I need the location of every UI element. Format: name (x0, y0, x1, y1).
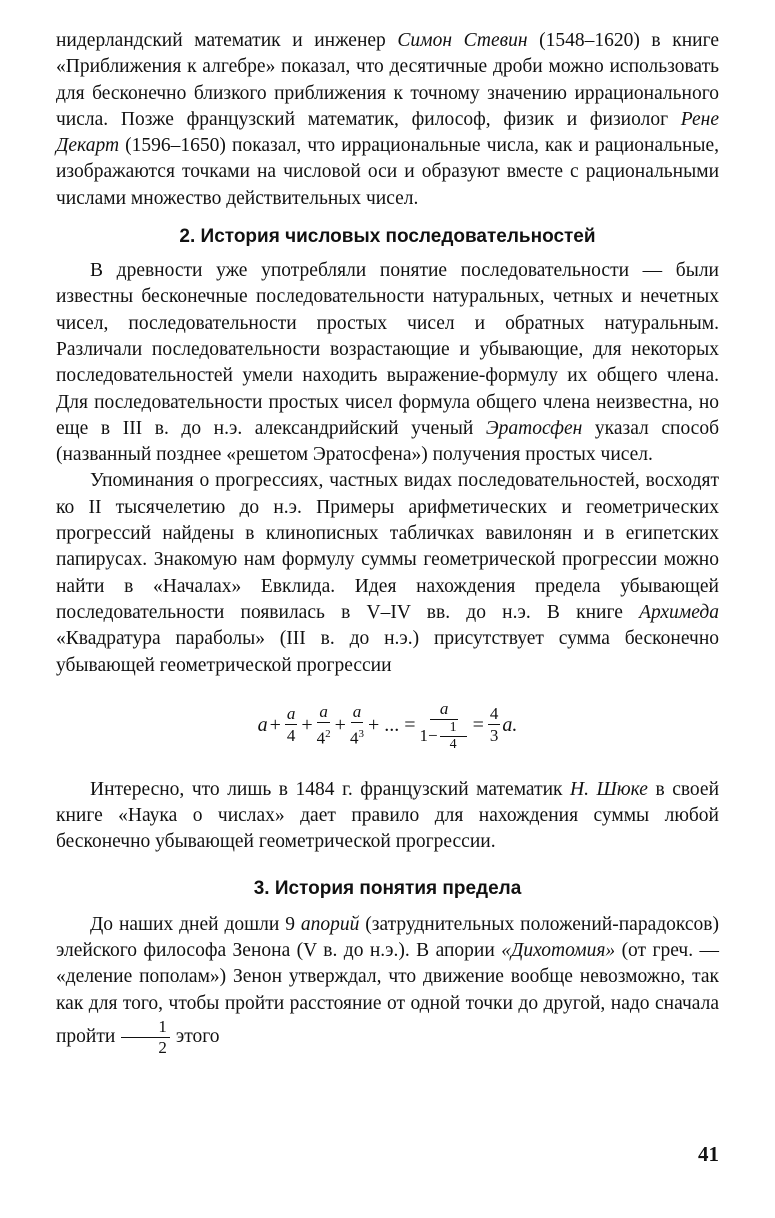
fraction-numerator: a (286, 704, 296, 724)
text: «Квадратура параболы» (III в. до н.э.) присутствует сумма бесконечно убывающей геометрической прогрессии (56, 628, 719, 676)
base: 4 (349, 728, 359, 748)
text: (1548–1620) в книге «Приближения к алгебре» показал, что десятичные дроби можно использовать для бесконечно близкого приближения к точному значению иррационального числа. Позже французский математик, философ, физик и физиолог (56, 30, 719, 130)
text: этого (175, 1025, 220, 1047)
name-chuquet: Н. Шюке (570, 778, 648, 800)
page-number: 41 (698, 1142, 719, 1166)
fraction-denominator: 4 (449, 736, 457, 752)
fraction-denominator (317, 723, 331, 750)
exponent: 2 (325, 728, 331, 740)
fraction-numerator: a (319, 702, 328, 721)
exponent: 3 (358, 728, 364, 740)
formula-equals: = (472, 714, 484, 737)
formula-ellipsis-equals: + ... = (367, 714, 416, 737)
formula-fraction (285, 704, 298, 747)
formula-result-fraction (488, 704, 501, 747)
one-minus: 1− (419, 726, 438, 746)
fraction-denominator: 4 (286, 726, 296, 746)
formula-term-a: a (257, 714, 268, 737)
name-eratosthenes: Эратосфен (485, 417, 583, 439)
base: 4 (316, 728, 326, 748)
fraction-denominator (350, 723, 364, 750)
fraction-denominator: 2 (158, 1037, 167, 1057)
formula-plus: + (301, 714, 313, 737)
formula-plus: + (269, 714, 281, 737)
formula-term-a-end: a. (502, 714, 518, 737)
text: (от греч. — «деление пополам») Зенон утверждал, что движение вообще невозможно, так как для того, чтобы пройти расстояние от одной точки до другой, надо сначала пройти (56, 940, 719, 1047)
one-minus-quarter (420, 720, 469, 753)
half-fraction (121, 1017, 170, 1058)
text: (1596–1650) показал, что иррациональные числа, как и рациональные, изображаются точками на числовой оси и образуют вместе с рациональными числами множество действительных чисел. (56, 135, 719, 209)
paragraph-chuquet (56, 777, 719, 856)
geometric-series-formula (56, 683, 719, 769)
fraction-denominator (420, 720, 469, 753)
term-aporia: апорий (300, 913, 360, 935)
paragraph-stevin-descartes (56, 28, 719, 212)
text: В древности уже употребляли понятие последовательности — были известны бесконечные последовательности натуральных, четных и нечетных чисел, последовательности простых чисел и обратных натуральным. Различали последовательности возрастающие и убывающие, для некоторых последовательностей умели находить выражение-формулу их общего члена. Для последовательности простых чисел формула общего члена неизвестна, но еще в III в. до н.э. александрийский ученый (56, 260, 719, 439)
section-heading-3: 3. История понятия предела (253, 877, 522, 899)
paragraph-sequences (56, 258, 719, 468)
fraction-denominator: 3 (489, 726, 499, 746)
term-dichotomy: «Дихотомия» (501, 940, 616, 962)
paragraph-progressions (56, 468, 719, 678)
formula-fraction (317, 702, 331, 750)
fraction-numerator: 4 (489, 704, 499, 724)
name-archimedes: Архимеда (639, 601, 719, 623)
name-descartes: Рене Декарт (56, 108, 719, 157)
text: в своей книге «Наука о числах» дает правило для нахождения суммы любой бесконечно убывающей геометрической прогрессии. (56, 778, 720, 853)
name-stevin: Симон Стевин (397, 30, 528, 51)
formula-sum-fraction (420, 699, 469, 753)
fraction-numerator: a (430, 699, 459, 720)
text: Упоминания о прогрессиях, частных видах последовательностей, восходят ко II тысячелетию до н.э. Примеры арифметических и геометрических прогрессий найдены в клинописных табличках вавилонян и в египетских папирусах. Знакомую нам формулу суммы геометрической прогрессии можно найти в «Началах» Евклида. Идея нахождения предела убывающей последовательности появилась в V–IV вв. до н.э. В книге (56, 470, 719, 623)
section-heading-2: 2. История числовых последовательностей (179, 226, 596, 248)
text: указал способ (названный позднее «решетом Эратосфена») получения простых чисел. (56, 417, 720, 466)
formula-fraction (350, 702, 364, 750)
paragraph-zeno (56, 912, 719, 1058)
fraction-numerator: 1 (440, 720, 467, 737)
text: Интересно, что лишь в 1484 г. французский математик (90, 778, 571, 800)
text: До наших дней дошли 9 (90, 913, 301, 935)
quarter-fraction (440, 720, 467, 753)
fraction-numerator: 1 (121, 1017, 170, 1038)
text: (затруднительных положений-парадоксов) элейского философа Зенона (V в. до н.э.). В апории (56, 913, 719, 962)
formula-plus: + (334, 714, 346, 737)
fraction-numerator: a (352, 702, 362, 721)
text: нидерландский математик и инженер (56, 30, 398, 51)
